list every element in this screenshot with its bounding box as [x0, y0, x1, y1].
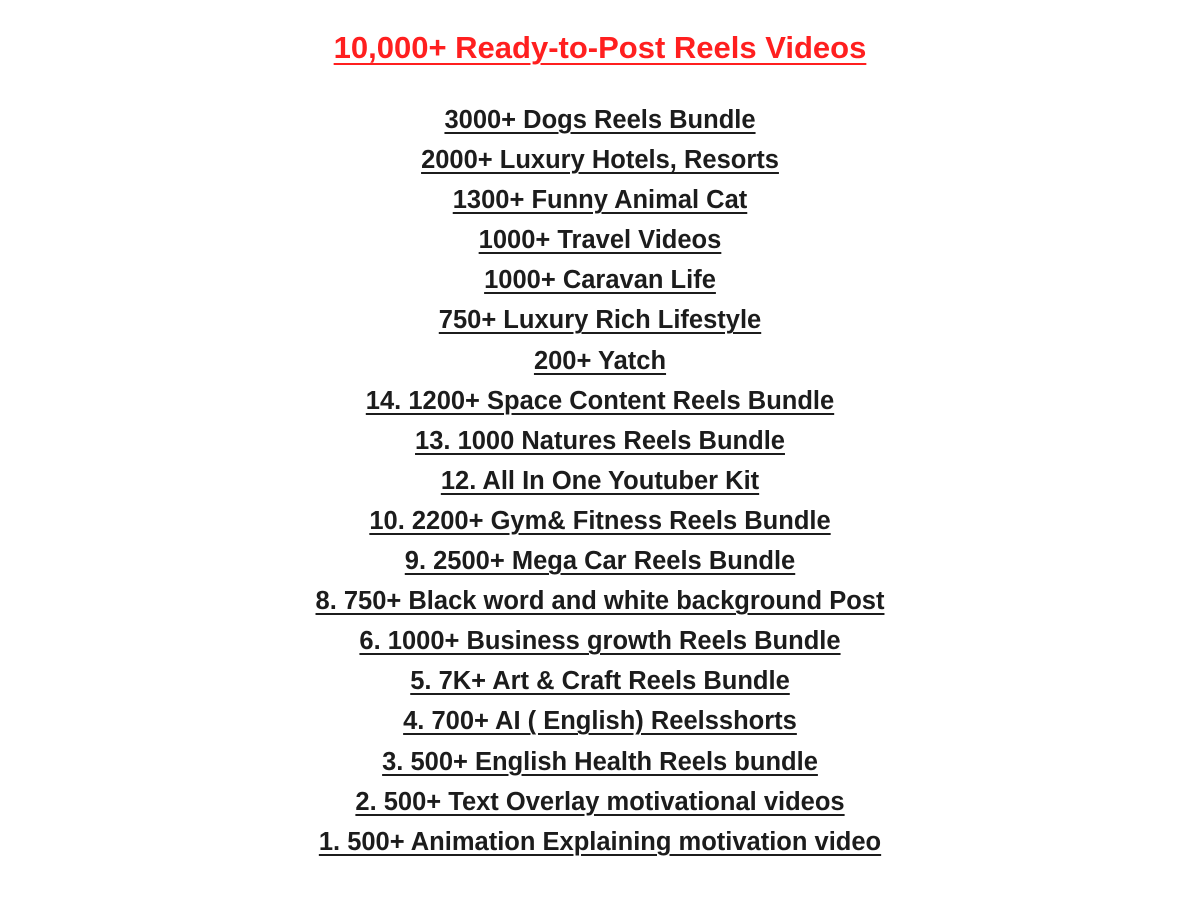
list-item: [0, 822, 1200, 862]
list-item: [0, 541, 1200, 581]
list-item: [0, 260, 1200, 300]
list-item-text: 8. 750+ Black word and white background Post: [315, 587, 885, 616]
list-item: [0, 621, 1200, 661]
list-item-text: 2. 500+ Text Overlay motivational videos: [355, 787, 845, 816]
list-item: [0, 742, 1200, 782]
list-item: [0, 300, 1200, 340]
document-title: 10,000+ Ready-to-Post Reels Videos: [333, 30, 867, 65]
list-item: [0, 421, 1200, 461]
list-item-text: 6. 1000+ Business growth Reels Bundle: [359, 627, 841, 656]
list-item-text: 750+ Luxury Rich Lifestyle: [438, 306, 762, 335]
list-item-text: 2000+ Luxury Hotels, Resorts: [421, 146, 779, 175]
list-item-text: 1. 500+ Animation Explaining motivation video: [318, 827, 882, 856]
list-item: [0, 501, 1200, 541]
list-item-text: 9. 2500+ Mega Car Reels Bundle: [404, 547, 796, 576]
list-item: [0, 341, 1200, 381]
list-item-text: 14. 1200+ Space Content Reels Bundle: [365, 386, 835, 415]
list-item-text: 10. 2200+ Gym& Fitness Reels Bundle: [369, 506, 831, 535]
list-item-text: 1000+ Caravan Life: [484, 266, 716, 295]
list-item: [0, 581, 1200, 621]
list-item: [0, 782, 1200, 822]
list-item-text: 4. 700+ AI ( English) Reelsshorts: [403, 707, 797, 736]
list-item-text: 5. 7K+ Art & Craft Reels Bundle: [410, 667, 790, 696]
list-item-text: 13. 1000 Natures Reels Bundle: [415, 426, 785, 455]
list-item: [0, 461, 1200, 501]
list-item-text: 3000+ Dogs Reels Bundle: [444, 106, 756, 134]
list-item: [0, 100, 1200, 140]
list-item-text: 12. All In One Youtuber Kit: [440, 466, 760, 495]
list-item: [0, 381, 1200, 421]
list-item-text: 1000+ Travel Videos: [478, 226, 722, 255]
list-item: [0, 220, 1200, 260]
list-item-text: 1300+ Funny Animal Cat: [452, 186, 748, 215]
list-item: [0, 140, 1200, 180]
list-item-text: 3. 500+ English Health Reels bundle: [382, 747, 818, 776]
list-item-text: 200+ Yatch: [533, 346, 667, 375]
list-item: [0, 180, 1200, 220]
list-item: [0, 701, 1200, 741]
bundle-list: [0, 100, 1200, 862]
list-item: [0, 661, 1200, 701]
